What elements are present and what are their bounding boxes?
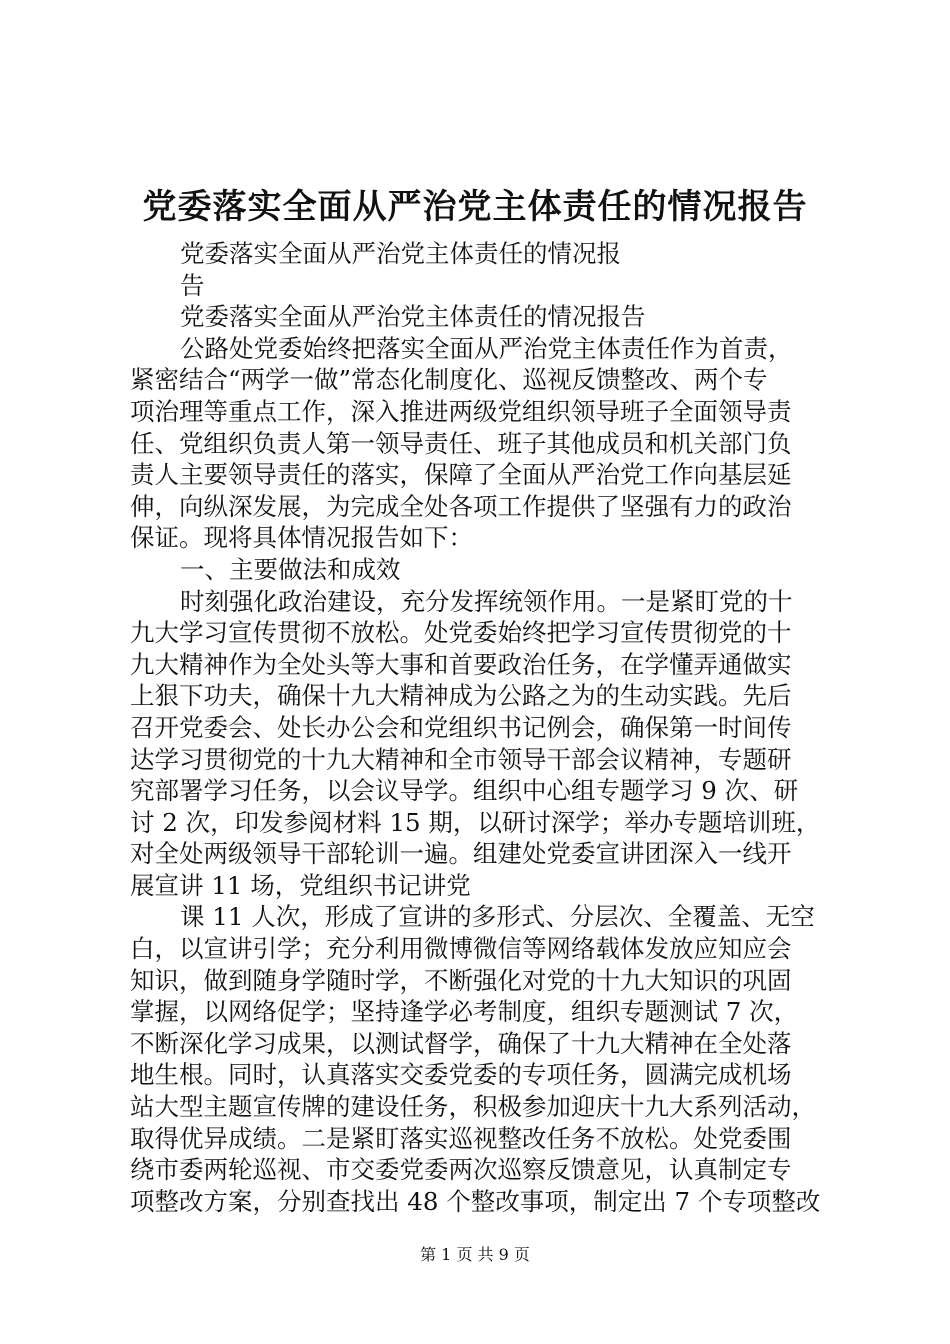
body-line: 项整改方案，分别查找出 48 个整改事项，制定出 7 个专项整改 [130,1186,821,1216]
body-line: 伸，向纵深发展，为完成全处各项工作提供了坚强有力的政治 [130,491,792,521]
body-line: 取得优异成绩。二是紧盯落实巡视整改任务不放松。处党委围 [130,1123,792,1153]
body-line: 九大精神作为全处头等大事和首要政治任务，在学懂弄通做实 [130,649,792,679]
body-line: 达学习贯彻党的十九大精神和全市领导干部会议精神，专题研 [130,744,792,774]
body-line: 站大型主题宣传牌的建设任务，积极参加迎庆十九大系列活动， [130,1092,816,1122]
body-line: 究部署学习任务，以会议导学。组织中心组专题学习 9 次、研 [130,776,799,806]
body-line: 一、主要做法和成效 [180,554,401,584]
body-line: 保证。现将具体情况报告如下： [130,523,473,553]
body-line: 上狠下功夫，确保十九大精神成为公路之为的生动实践。先后 [130,681,792,711]
body-line: 不断深化学习成果，以测试督学，确保了十九大精神在全处落 [130,1028,792,1058]
body-line: 党委落实全面从严治党主体责任的情况报 [180,239,621,268]
body-line: 公路处党委始终把落实全面从严治党主体责任作为首责， [180,333,793,363]
body-line: 项治理等重点工作，深入推进两级党组织领导班子全面领导责 [130,396,792,426]
body-line: 地生根。同时，认真落实交委党委的专项任务，圆满完成机场 [130,1060,792,1090]
document-body [130,238,840,1217]
body-line: 召开党委会、处长办公会和党组织书记例会，确保第一时间传 [130,712,792,742]
body-line: 展宣讲 11 场，党组织书记讲党 [130,870,471,900]
document-title: 党委落实全面从严治党主体责任的情况报告 [142,187,808,227]
body-line: 任、党组织负责人第一领导责任、班子其他成员和机关部门负 [130,428,792,458]
body-line: 对全处两级领导干部轮训一遍。组建处党委宣讲团深入一线开 [130,839,792,869]
body-line: 白，以宣讲引学；充分利用微博微信等网络载体发放应知应会 [130,934,792,964]
body-line: 绕市委两轮巡视、市交委党委两次巡察反馈意见，认真制定专 [130,1155,792,1185]
body-line: 知识，做到随身学随时学，不断强化对党的十九大知识的巩固 [130,965,792,995]
body-line: 课 11 人次，形成了宣讲的多形式、分层次、全覆盖、无空 [180,902,815,932]
body-line: 时刻强化政治建设，充分发挥统领作用。一是紧盯党的十 [180,586,793,616]
body-line: 告 [180,270,205,300]
body-line: 党委落实全面从严治党主体责任的情况报告 [180,302,646,332]
body-line: 掌握，以网络促学；坚持逢学必考制度，组织专题测试 7 次， [130,997,799,1027]
body-line: 讨 2 次，印发参阅材料 15 期，以研讨深学；举办专题培训班， [130,807,821,837]
body-line: 九大学习宣传贯彻不放松。处党委始终把学习宣传贯彻党的十 [130,618,792,648]
body-line: 责人主要领导责任的落实，保障了全面从严治党工作向基层延 [130,460,792,490]
page-footer: 第 1 页 共 9 页 [420,1245,530,1264]
body-line: 紧密结合“两学一做”常态化制度化、巡视反馈整改、两个专 [130,365,768,395]
